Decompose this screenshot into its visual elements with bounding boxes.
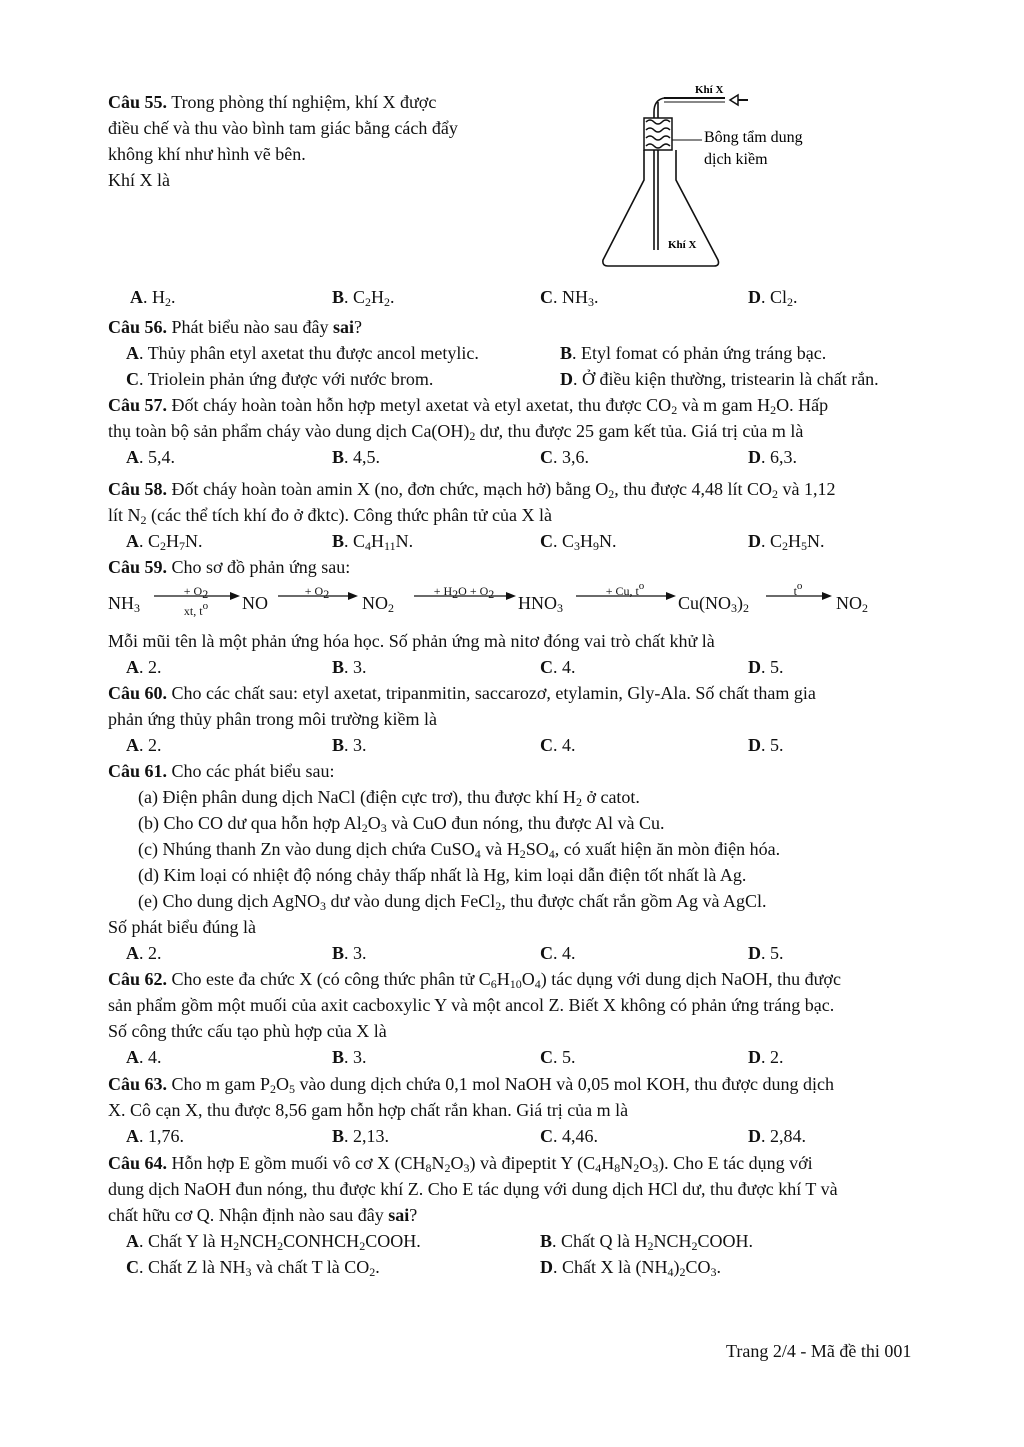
- q61-statement-e: (e) Cho dung dịch AgNO$_3$ dư vào dung dịch FeCl$_2$, thu được chất rắn gồm Ag và AgCl.: [138, 891, 767, 913]
- flask-side-label-1: Bông tẩm dung: [704, 129, 803, 146]
- q62-option-b-text: 3.: [353, 1047, 367, 1067]
- q59-option-a[interactable]: A. 2.: [126, 657, 162, 677]
- q58-line-1: Câu 58. Đốt cháy hoàn toàn amin X (no, đơn chức, mạch hở) bằng $O_2$, thu được 4,48 lít $CO_2$ và 1,12: [108, 479, 836, 501]
- q55-option-c[interactable]: C. $NH_3$.: [540, 287, 599, 309]
- q55-text-1: Trong phòng thí nghiệm, khí X được: [171, 92, 437, 112]
- flask-side-label-2: dịch kiềm: [704, 151, 768, 168]
- q61-statement-d: (d) Kim loại có nhiệt độ nóng chảy thấp nhất là Hg, kim loại dẫn điện tốt nhất là Ag.: [138, 865, 747, 885]
- flask-top-label: Khí X: [695, 84, 724, 96]
- q56-question: [108, 314, 362, 340]
- q62-option-a[interactable]: A. 4.: [126, 1047, 162, 1067]
- q64-option-c[interactable]: C. Chất Z là $NH_3$ và chất T là $CO_2$.: [126, 1257, 380, 1279]
- q62-option-c[interactable]: C. 5.: [540, 1047, 576, 1067]
- scheme-cuno32: $Cu(NO_3)_2$: [678, 593, 749, 615]
- page-footer: Trang 2/4 - Mã đề thi 001: [726, 1341, 912, 1361]
- q57-label: Câu 57.: [108, 395, 168, 415]
- q64-option-a[interactable]: A. Chất Y là $H_2NCH_2CONHCH_2COOH$.: [126, 1231, 421, 1253]
- q62-option-d-text: 2.: [770, 1047, 784, 1067]
- q64-line-2: dung dịch NaOH đun nóng, thu được khí Z. Cho E tác dụng với dung dịch HCl dư, thu được khí T và: [108, 1179, 838, 1199]
- q63-label: Câu 63.: [108, 1074, 168, 1094]
- q62-label: Câu 62.: [108, 969, 168, 989]
- q56-bold: sai: [332, 317, 354, 337]
- q60-option-d[interactable]: D. 5.: [748, 735, 784, 755]
- q61-option-b[interactable]: B. 3.: [332, 943, 367, 963]
- q63-line-2: X. Cô cạn X, thu được 8,56 gam hỗn hợp chất rắn khan. Giá trị của m là: [108, 1100, 629, 1120]
- flask-inner-label: Khí X: [668, 239, 697, 251]
- q56-option-b[interactable]: B. Etyl fomat có phản ứng tráng bạc.: [560, 343, 827, 363]
- q58-label: Câu 58.: [108, 479, 168, 499]
- q63-option-b-text: 2,13.: [353, 1126, 390, 1146]
- q62-line-3: Số công thức cấu tạo phù hợp của X là: [108, 1021, 387, 1041]
- q57-option-c[interactable]: C. 3,6.: [540, 447, 589, 467]
- q61-option-d[interactable]: D. 5.: [748, 943, 784, 963]
- q63-option-a[interactable]: A. 1,76.: [126, 1126, 184, 1146]
- q63-option-d[interactable]: D. 2,84.: [748, 1126, 806, 1146]
- q57-option-a[interactable]: A. 5,4.: [126, 447, 175, 467]
- q58-option-b[interactable]: B. $C_4H_{11}N$.: [332, 531, 414, 553]
- q63-option-a-text: 1,76.: [148, 1126, 184, 1146]
- q57-line-2: thụ toàn bộ sản phẩm cháy vào dung dịch $Ca(OH)_2$ dư, thu được 25 gam kết tủa. Giá trị của m là: [108, 421, 804, 443]
- q61-question: [108, 758, 334, 784]
- q59-option-d-text: 5.: [770, 657, 784, 677]
- q56-option-d-text: Ở điều kiện thường, tristearin là chất rắn.: [582, 369, 879, 389]
- q63-option-b[interactable]: B. 2,13.: [332, 1126, 390, 1146]
- q64-line-3-text: chất hữu cơ Q. Nhận định nào sau đây: [108, 1205, 384, 1225]
- cotton-plug-icon: [644, 118, 672, 150]
- q61-option-c-text: 4.: [562, 943, 576, 963]
- q62-option-a-text: 4.: [148, 1047, 162, 1067]
- q55-line-1: [108, 89, 436, 115]
- q64-option-b[interactable]: B. Chất Q là $H_2NCH_2COOH$.: [540, 1231, 754, 1253]
- q56-option-a[interactable]: A. Thủy phân etyl axetat thu được ancol metylic.: [126, 343, 479, 363]
- q60-option-a-text: 2.: [148, 735, 162, 755]
- q57-option-c-text: 3,6.: [562, 447, 589, 467]
- q56-end: ?: [354, 317, 362, 337]
- q58-option-c[interactable]: C. $C_3H_9N$.: [540, 531, 617, 553]
- q64-bold: sai: [388, 1205, 410, 1225]
- q59-line-2: Mỗi mũi tên là một phản ứng hóa học. Số phản ứng mà nitơ đóng vai trò chất khử là: [108, 631, 715, 651]
- q55-option-a[interactable]: A. $H_2$.: [130, 287, 176, 309]
- q63-option-c[interactable]: C. 4,46.: [540, 1126, 598, 1146]
- q59-option-c-text: 4.: [562, 657, 576, 677]
- scheme-no2-last: $NO_2$: [836, 593, 868, 615]
- scheme-arrow-2: + $O_2$: [276, 584, 358, 624]
- q59-option-a-text: 2.: [148, 657, 162, 677]
- scheme-hno3: $HNO_3$: [518, 593, 563, 615]
- q56-label: Câu 56.: [108, 317, 168, 337]
- q63-line-1: Câu 63. Cho m gam $P_2O_5$ vào dung dịch chứa 0,1 mol NaOH và 0,05 mol KOH, thu được dung dịch: [108, 1074, 834, 1096]
- q61-option-b-text: 3.: [353, 943, 367, 963]
- gas-inlet-arrow-icon: [730, 95, 748, 105]
- q61-option-d-text: 5.: [770, 943, 784, 963]
- q62-line-2: sản phẩm gồm một muối của axit cacboxylic Y và một ancol Z. Biết X không có phản ứng tráng bạc.: [108, 995, 835, 1015]
- q60-option-b-text: 3.: [353, 735, 367, 755]
- q55-option-b[interactable]: B. $C_2H_2$.: [332, 287, 395, 309]
- q62-option-b[interactable]: B. 3.: [332, 1047, 367, 1067]
- q63-option-d-text: 2,84.: [770, 1126, 806, 1146]
- q63-option-c-text: 4,46.: [562, 1126, 598, 1146]
- q58-option-d[interactable]: D. $C_2H_5N$.: [748, 531, 825, 553]
- q55-line-3: không khí như hình vẽ bên.: [108, 144, 306, 164]
- q58-line-2: lít $N_2$ (các thể tích khí đo ở đktc). Công thức phân tử của X là: [108, 505, 552, 527]
- q60-line-1: Câu 60. Cho các chất sau: etyl axetat, tripanmitin, saccarozơ, etylamin, Gly-Ala. Số chất tham gia: [108, 683, 816, 703]
- q55-line-4: Khí X là: [108, 170, 170, 190]
- scheme-arrow-3: + $H_2O + O_2$: [412, 584, 516, 624]
- q55-line-2: điều chế và thu vào bình tam giác bằng cách đẩy: [108, 118, 458, 138]
- scheme-no: NO: [242, 593, 268, 613]
- q60-option-c[interactable]: C. 4.: [540, 735, 576, 755]
- q61-statement-a: (a) Điện phân dung dịch NaCl (điện cực trơ), thu được khí $H_2$ ở catot.: [138, 787, 640, 809]
- q60-line-2: phản ứng thủy phân trong môi trường kiềm là: [108, 709, 437, 729]
- q57-option-b[interactable]: B. 4,5.: [332, 447, 381, 467]
- q64-option-d[interactable]: D. Chất X là $(NH_4)_2CO_3$.: [540, 1257, 721, 1279]
- q61-option-a-text: 2.: [148, 943, 162, 963]
- q57-option-d[interactable]: D. 6,3.: [748, 447, 797, 467]
- q57-option-d-text: 6,3.: [770, 447, 797, 467]
- scheme-arrow-1: + $O_2$ xt, $t^o$: [152, 584, 240, 624]
- q61-statement-c: (c) Nhúng thanh Zn vào dung dịch chứa CuSO$_4$ và $H_2SO_4$, có xuất hiện ăn mòn điện hóa.: [138, 839, 781, 861]
- q61-label: Câu 61.: [108, 761, 168, 781]
- q56-option-b-text: Etyl fomat có phản ứng tráng bạc.: [581, 343, 827, 363]
- q55-option-d[interactable]: D. $Cl_2$.: [748, 287, 798, 309]
- q59-option-b[interactable]: B. 3.: [332, 657, 367, 677]
- q62-line-1: Câu 62. Cho este đa chức X (có công thức phân tử $C_6H_{10}O_4$) tác dụng với dung dịch NaOH, thu được: [108, 969, 841, 991]
- q59-option-d[interactable]: D. 5.: [748, 657, 784, 677]
- q56-option-c[interactable]: C. Triolein phản ứng được với nước brom.: [126, 369, 434, 389]
- q64-label: Câu 64.: [108, 1153, 168, 1173]
- q60-option-a[interactable]: A. 2.: [126, 735, 162, 755]
- scheme-nh3: $NH_3$: [108, 593, 140, 615]
- q59-label: Câu 59.: [108, 557, 168, 577]
- q62-option-c-text: 5.: [562, 1047, 576, 1067]
- q57-option-b-text: 4,5.: [353, 447, 381, 467]
- q61-statement-b: (b) Cho CO dư qua hỗn hợp $Al_2O_3$ và CuO đun nóng, thu được Al và Cu.: [138, 813, 665, 835]
- q64-end: ?: [409, 1205, 418, 1225]
- q59-option-c[interactable]: C. 4.: [540, 657, 576, 677]
- q59-question: [108, 554, 350, 580]
- q64-line-1: Câu 64. Hỗn hợp E gồm muối vô cơ X $(CH_8N_2O_3)$ và đipeptit Y $(C_4H_8N_2O_3)$. Cho E tác dụng với: [108, 1153, 813, 1175]
- q61-text: Cho các phát biểu sau:: [171, 761, 335, 781]
- q56-option-a-text: Thủy phân etyl axetat thu được ancol metylic.: [147, 343, 479, 363]
- q57-line-1: Câu 57. Đốt cháy hoàn toàn hỗn hợp metyl axetat và etyl axetat, thu được $CO_2$ và m gam $H_2O$. Hấp: [108, 395, 829, 417]
- q57-option-a-text: 5,4.: [148, 447, 175, 467]
- flask-figure: [600, 80, 840, 270]
- q56-text: Phát biểu nào sau đây: [171, 317, 329, 337]
- q64-line-3: [108, 1202, 417, 1228]
- scheme-arrow-4: + Cu, $t^o$: [574, 584, 676, 624]
- q59-option-b-text: 3.: [353, 657, 367, 677]
- q55-label: Câu 55.: [108, 92, 168, 112]
- q61-ending: Số phát biểu đúng là: [108, 917, 256, 937]
- q61-option-a[interactable]: A. 2.: [126, 943, 162, 963]
- scheme-no2-first: $NO_2$: [362, 593, 394, 615]
- q60-option-d-text: 5.: [770, 735, 784, 755]
- q58-option-a[interactable]: A. $C_2H_7N$.: [126, 531, 203, 553]
- scheme-arrow-5: $t^o$: [764, 584, 832, 624]
- q60-option-b[interactable]: B. 3.: [332, 735, 367, 755]
- q59-text: Cho sơ đồ phản ứng sau:: [171, 557, 351, 577]
- q60-label: Câu 60.: [108, 683, 168, 703]
- q61-option-c[interactable]: C. 4.: [540, 943, 576, 963]
- q62-option-d[interactable]: D. 2.: [748, 1047, 784, 1067]
- q60-option-c-text: 4.: [562, 735, 576, 755]
- q56-option-d[interactable]: D. Ở điều kiện thường, tristearin là chất rắn.: [560, 369, 879, 389]
- q56-option-c-text: Triolein phản ứng được với nước brom.: [147, 369, 434, 389]
